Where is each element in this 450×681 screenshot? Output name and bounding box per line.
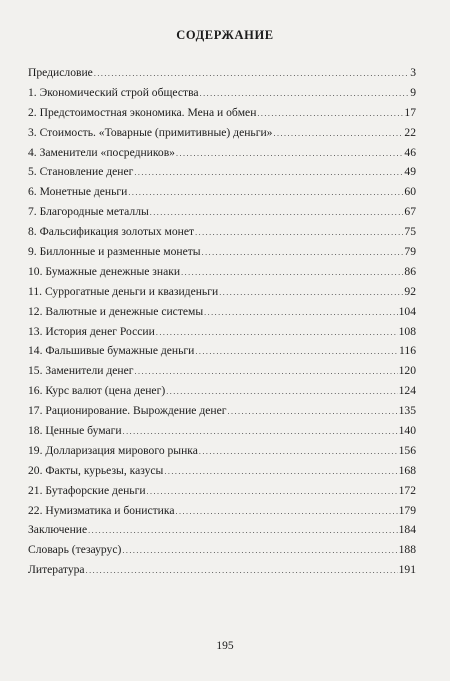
toc-entry-title: 9. Биллонные и разменные монеты (28, 245, 201, 259)
toc-entry-title: Заключение (28, 523, 88, 537)
table-of-contents (28, 63, 416, 580)
toc-dot-leader (176, 144, 403, 164)
toc-entry-page: 120 (398, 364, 416, 378)
toc-entry-page: 92 (404, 284, 416, 298)
toc-entry-title: 5. Становление денег (28, 165, 134, 179)
page-title: СОДЕРЖАНИЕ (176, 28, 274, 42)
toc-entry-page: 156 (398, 443, 416, 457)
toc-dot-leader (219, 283, 403, 303)
toc-dot-leader (150, 203, 404, 223)
toc-dot-leader (156, 323, 398, 343)
toc-entry-page: 86 (404, 264, 416, 278)
toc-entry (28, 123, 416, 143)
toc-entry (28, 361, 416, 381)
toc-entry (28, 83, 416, 103)
toc-dot-leader (202, 243, 404, 263)
page-number: 195 (216, 640, 234, 652)
toc-dot-leader (199, 442, 398, 462)
toc-entry (28, 381, 416, 401)
toc-entry-page: 191 (398, 563, 416, 577)
toc-entry (28, 202, 416, 222)
toc-dot-leader (94, 64, 409, 84)
toc-entry-page: 104 (398, 304, 416, 318)
toc-dot-leader (147, 482, 398, 502)
toc-entry-title: 19. Долларизация мирового рынка (28, 443, 198, 457)
toc-entry-title: 18. Ценные бумаги (28, 424, 122, 438)
toc-entry (28, 520, 416, 540)
toc-dot-leader (228, 402, 398, 422)
toc-entry-page: 49 (404, 165, 416, 179)
toc-entry-title: 16. Курс валют (цена денег) (28, 384, 166, 398)
toc-entry (28, 302, 416, 322)
toc-dot-leader (166, 382, 397, 402)
toc-entry (28, 282, 416, 302)
toc-dot-leader (257, 104, 403, 124)
toc-dot-leader (164, 462, 397, 482)
toc-entry-title: 22. Нумизматика и бонистика (28, 503, 175, 517)
toc-entry-page: 108 (398, 324, 416, 338)
toc-dot-leader (122, 541, 397, 561)
toc-dot-leader (175, 502, 397, 522)
toc-entry-title: 1. Экономический строй общества (28, 85, 199, 99)
toc-entry-title: 7. Благородные металлы (28, 205, 149, 219)
toc-entry (28, 401, 416, 421)
toc-entry-page: 79 (404, 245, 416, 259)
toc-entry-page: 188 (398, 543, 416, 557)
toc-entry-page: 135 (398, 404, 416, 418)
toc-dot-leader (88, 521, 397, 541)
toc-entry-title: Словарь (тезаурус) (28, 543, 122, 557)
toc-entry-page: 172 (398, 483, 416, 497)
toc-entry-title: 15. Заменители денег (28, 364, 134, 378)
toc-entry (28, 103, 416, 123)
toc-dot-leader (128, 183, 403, 203)
toc-dot-leader (135, 362, 398, 382)
toc-entry (28, 143, 416, 163)
toc-entry-title: 8. Фальсификация золотых монет (28, 225, 195, 239)
toc-entry (28, 421, 416, 441)
toc-entry-title: 11. Суррогатные деньги и квазиденьги (28, 284, 219, 298)
toc-entry-title: Литература (28, 563, 85, 577)
toc-entry-title: 13. История денег России (28, 324, 155, 338)
toc-entry (28, 262, 416, 282)
toc-entry-page: 60 (404, 185, 416, 199)
toc-entry (28, 461, 416, 481)
toc-dot-leader (195, 223, 403, 243)
toc-entry-page: 67 (404, 205, 416, 219)
toc-entry (28, 560, 416, 580)
toc-dot-leader (195, 342, 398, 362)
toc-entry-page: 184 (398, 523, 416, 537)
toc-entry-title: 3. Стоимость. «Товарные (примитивные) деньги» (28, 125, 273, 139)
toc-entry-title: 4. Заменители «посредников» (28, 145, 175, 159)
toc-dot-leader (134, 163, 403, 183)
toc-entry-title: 6. Монетные деньги (28, 185, 128, 199)
toc-entry (28, 162, 416, 182)
toc-entry-title: 12. Валютные и денежные системы (28, 304, 204, 318)
toc-entry (28, 341, 416, 361)
toc-entry-title: Предисловие (28, 66, 93, 79)
toc-entry (28, 501, 416, 521)
toc-dot-leader (123, 422, 398, 442)
toc-dot-leader (181, 263, 403, 283)
toc-entry (28, 182, 416, 202)
toc-entry-page: 46 (404, 145, 416, 159)
toc-entry-title: 17. Рационирование. Вырождение денег (28, 404, 227, 418)
toc-dot-leader (86, 561, 398, 581)
toc-entry-page: 179 (398, 503, 416, 517)
toc-entry (28, 242, 416, 262)
toc-entry (28, 540, 416, 560)
toc-entry (28, 481, 416, 501)
toc-dot-leader (273, 124, 403, 144)
toc-entry-title: 21. Бутафорские деньги (28, 483, 146, 497)
toc-entry-page: 75 (404, 225, 416, 239)
toc-entry (28, 222, 416, 242)
toc-entry-page: 116 (399, 344, 416, 358)
toc-entry-page: 124 (398, 384, 416, 398)
toc-entry-page: 3 (410, 66, 416, 79)
toc-entry (28, 441, 416, 461)
toc-entry-page: 22 (404, 125, 416, 139)
toc-entry (28, 63, 416, 83)
toc-entry (28, 322, 416, 342)
toc-entry-title: 2. Предстоимостная экономика. Мена и обмен (28, 105, 257, 119)
toc-entry-page: 17 (404, 105, 416, 119)
toc-dot-leader (204, 303, 397, 323)
toc-dot-leader (200, 84, 410, 104)
toc-entry-title: 14. Фальшивые бумажные деньги (28, 344, 195, 358)
toc-entry-page: 9 (410, 85, 416, 99)
toc-entry-title: 10. Бумажные денежные знаки (28, 264, 181, 278)
toc-entry-page: 140 (398, 424, 416, 438)
toc-entry-title: 20. Факты, курьезы, казусы (28, 463, 164, 477)
toc-entry-page: 168 (398, 463, 416, 477)
